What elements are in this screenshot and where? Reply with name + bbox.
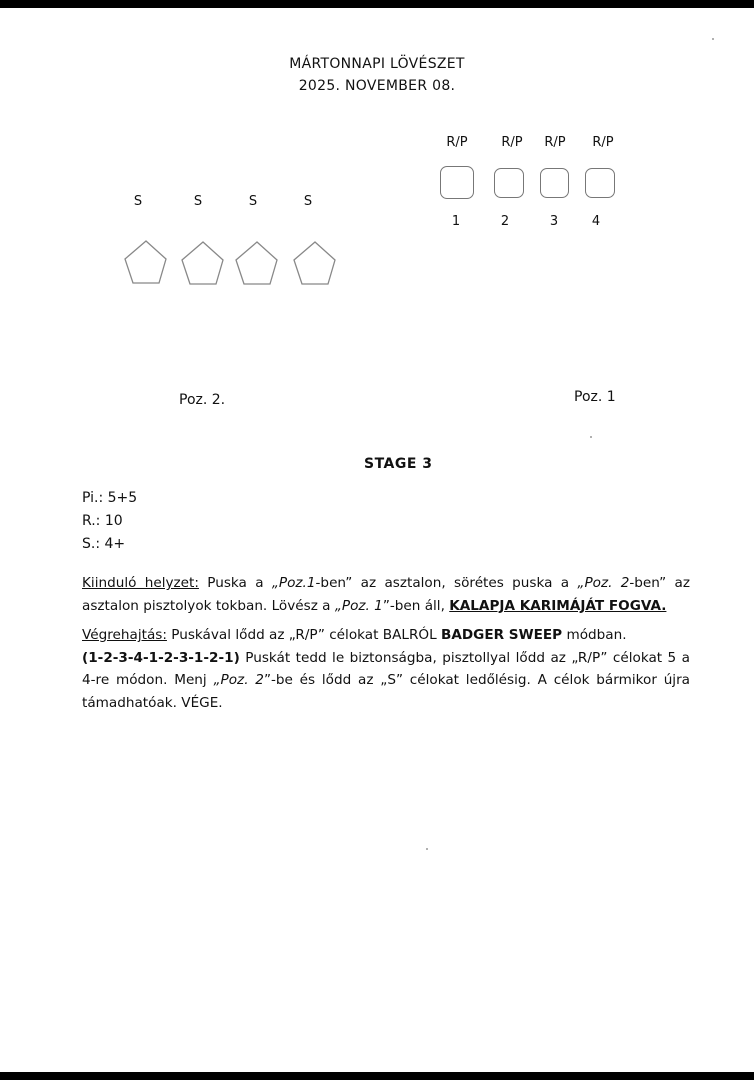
execution-text-1: Puskával lődd az „R/P” célokat BALRÓL <box>166 627 441 643</box>
execution-text-3: Puskát tedd le biztonságba, pisztollyal lődd az „R/P” célokat 5 a 4-re módon. Menj <box>82 649 690 688</box>
start-emphasis: KALAPJA KARIMÁJÁT FOGVA. <box>449 597 667 614</box>
shotgun-rounds: S.: 4+ <box>82 536 126 552</box>
rp-number-2: 2 <box>500 214 510 229</box>
pentagon-target-1 <box>125 241 166 283</box>
pistol-rounds: Pi.: 5+5 <box>82 490 138 506</box>
start-text-4: ”-ben áll, <box>382 597 450 614</box>
document-title: MÁRTONNAPI LÖVÉSZET <box>289 56 465 72</box>
shot-sequence: (1-2-3-4-1-2-3-1-2-1) <box>82 649 240 666</box>
scan-speck <box>590 436 592 438</box>
rp-target-box-2 <box>494 168 524 198</box>
rifle-rounds: R.: 10 <box>82 513 123 529</box>
start-text-1: Puska a <box>198 575 272 591</box>
document-page <box>0 8 754 1072</box>
s-label-3: S <box>248 194 258 209</box>
s-label-2: S <box>193 194 203 209</box>
execution-poz2-ref: „Poz. 2 <box>213 672 264 688</box>
position-2-label: Poz. 2. <box>179 392 226 408</box>
execution-paragraph <box>82 624 690 714</box>
rp-label-1: R/P <box>446 135 468 150</box>
rp-number-4: 4 <box>591 214 601 229</box>
rp-target-box-4 <box>585 168 615 198</box>
stage-title: STAGE 3 <box>364 456 433 472</box>
scan-speck <box>712 38 714 40</box>
rp-label-2: R/P <box>501 135 523 150</box>
execution-text-2: módban. <box>562 627 627 643</box>
s-label-4: S <box>303 194 313 209</box>
badger-sweep-text: BADGER SWEEP <box>441 627 563 643</box>
pentagon-target-2 <box>182 242 223 284</box>
execution-heading: Végrehajtás: <box>82 627 167 643</box>
s-label-1: S <box>133 194 143 209</box>
start-text-2: -ben” az asztalon, sörétes puska a <box>315 575 578 591</box>
pentagon-target-3 <box>236 242 277 284</box>
rp-target-box-1 <box>440 166 474 199</box>
s-target-pentagons <box>110 233 350 303</box>
pentagon-target-4 <box>294 242 335 284</box>
document-date: 2025. NOVEMBER 08. <box>298 78 456 94</box>
start-position-heading: Kiinduló helyzet: <box>82 575 199 591</box>
start-text-3: -ben” az asztalon pisztolyok tokban. Lövész a <box>82 575 690 614</box>
execution-text-4: ”-be és lődd az „S” célokat ledőlésig. A célok bármikor újra támadhatóak. VÉGE. <box>82 672 691 711</box>
position-1-label: Poz. 1 <box>574 389 616 405</box>
start-position-paragraph <box>82 572 690 617</box>
start-poz1-ref-2: „Poz. 1 <box>334 597 383 614</box>
rp-label-4: R/P <box>592 135 614 150</box>
rp-number-3: 3 <box>549 214 559 229</box>
rp-label-3: R/P <box>544 135 566 150</box>
scan-speck <box>426 848 428 850</box>
start-poz1-ref: „Poz.1 <box>271 575 316 591</box>
rp-number-1: 1 <box>451 214 461 229</box>
rp-target-box-3 <box>540 168 569 198</box>
start-poz2-ref: „Poz. 2 <box>577 575 630 591</box>
